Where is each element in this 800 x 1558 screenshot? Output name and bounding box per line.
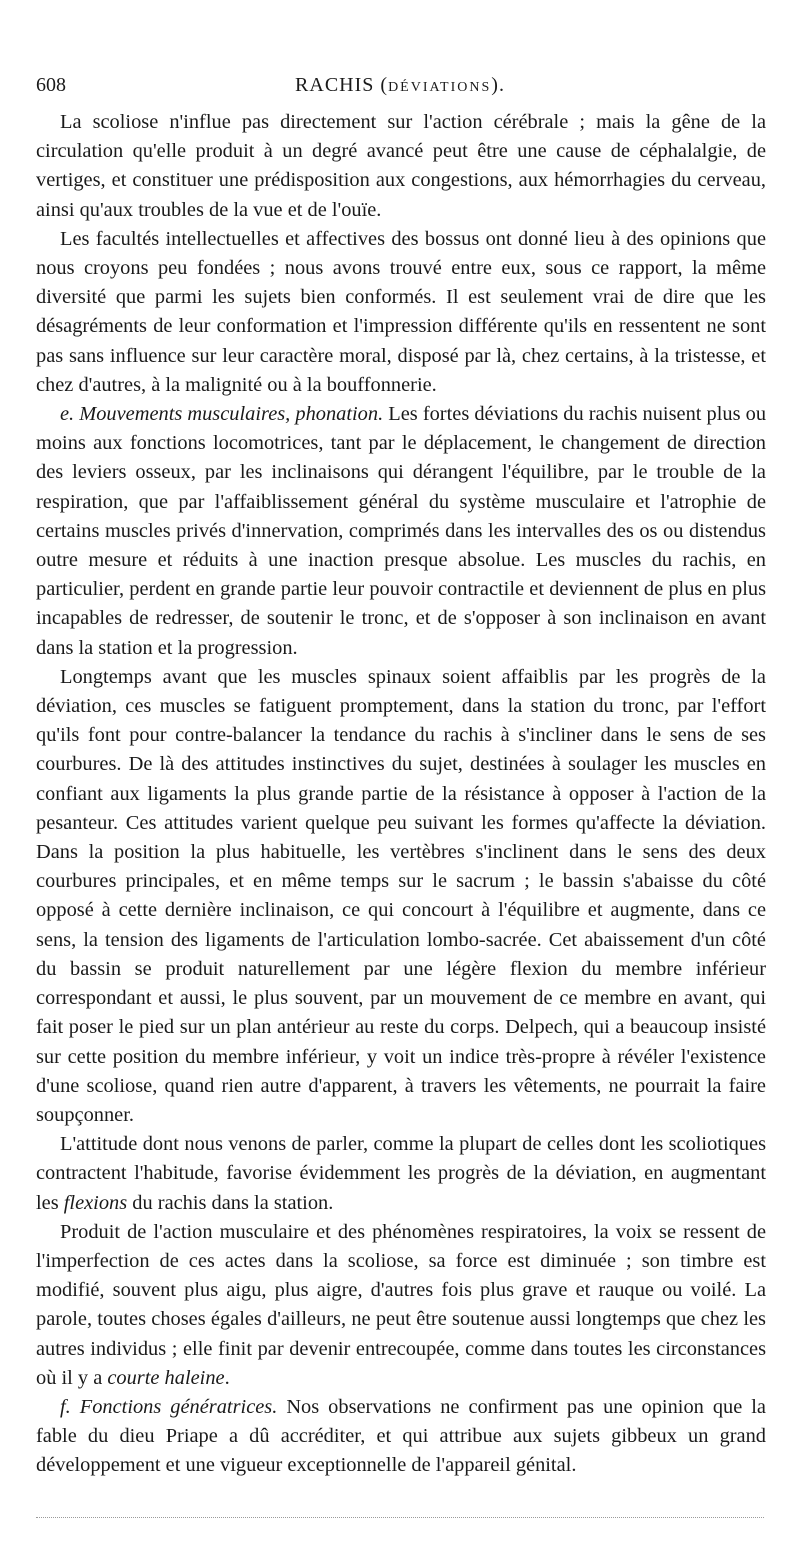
running-title-close: ). <box>491 74 505 96</box>
paragraph-muscular-movements <box>36 400 766 663</box>
page-body <box>36 108 766 1481</box>
paragraph-flexions <box>36 1130 766 1218</box>
page-number: 608 <box>36 74 66 96</box>
paragraph-intellectual: Les facultés intellectuelles et affectives des bossus ont donné lieu à des opinions que nous croyons peu fondées ; nous avons trouvé entre eux, sous ce rapport, la même diversité que parmi les sujets bien conformés. Il est seulement vrai de dire que les désagréments de leur conformation et l'impression différente qu'ils en ressentent ne sont pas sans influence sur leur caractère moral, disposé par là, chez certains, à la tristesse, et chez d'autres, à la malignité ou à la bouffonnerie. <box>36 227 766 396</box>
paragraph-text: Produit de l'action musculaire et des phénomènes respiratoires, la voix se ressent de l'imperfection de ces actes dans la scoliose, sa force est diminuée ; son timbre est modifié, souvent plus aigu, plus aigre, d'autres fois plus grave et rauque ou voilé. La parole, toutes choses égales d'ailleurs, ne peut être soutenue aussi longtemps que chez les autres individus ; elle finit par devenir entrecoupée, comme dans toutes les circonstances où il y a <box>36 1220 766 1389</box>
section-heading-e: e. Mouvements musculaires, phonation. <box>60 403 384 426</box>
paragraph-text: Nos observations ne confirment pas une opinion que la fable du dieu Priape a dû accréditer, et qui attribue aux sujets gibbeux un grand développement et une vigueur exceptionnelle de l'appareil génital. <box>36 1395 766 1477</box>
paragraph-voice <box>36 1218 766 1393</box>
paragraph-cerebral: La scoliose n'influe pas directement sur l'action cérébrale ; mais la gêne de la circulation qu'elle produit à un degré avancé peut être une cause de céphalalgie, de vertiges, et constituer une prédisposition aux congestions, aux hémorrhagies du cerveau, ainsi qu'aux troubles de la vue et de l'ouïe. <box>36 111 766 221</box>
running-header <box>36 70 764 102</box>
paragraph-text: . <box>224 1366 230 1389</box>
paragraph-text: du rachis dans la station. <box>127 1191 334 1214</box>
paragraph-generative-functions <box>36 1393 766 1481</box>
emphasis-courte-haleine: courte haleine <box>107 1366 225 1389</box>
emphasis-flexions: flexions <box>63 1191 128 1214</box>
footer-dotted-rule <box>36 1517 764 1518</box>
paragraph-attitudes: Longtemps avant que les muscles spinaux soient affaiblis par les progrès de la déviation, ces muscles se fatiguent promptement, dans la station du tronc, par l'effort qu'ils font pour contre-balancer la tendance du rachis à s'incliner dans le sens de ses courbures. De là des attitudes instinctives du sujet, destinées à soulager les muscles en confiant aux ligaments la plus grande partie de la résistance à opposer à l'action de la pesanteur. Ces attitudes varient quelque peu suivant les formes qu'affecte la déviation. Dans la position la plus habituelle, les vertèbres s'inclinent dans le sens des deux courbures principales, et en même temps sur le sacrum ; le bassin s'abaisse du côté opposé à cette dernière inclinaison, ce qui concourt à l'équilibre et augmente, dans ce sens, la tension des ligaments de l'articulation lombo-sacrée. Cet abaissement d'un côté du bassin se produit naturellement par une légère flexion du membre inférieur correspondant et aussi, le plus souvent, par un mouvement de ce membre en avant, qui fait poser le pied sur un plan antérieur au reste du corps. Delpech, qui a beaucoup insisté sur cette position du membre inférieur, y voit un indice très-propre à révéler l'existence d'une scoliose, quand rien autre d'apparent, à travers les vêtements, ne pourrait la faire soupçonner. <box>36 665 766 1126</box>
running-title <box>36 70 764 103</box>
running-title-main: RACHIS ( <box>295 74 389 96</box>
paragraph-text: L'attitude dont nous venons de parler, comme la plupart de celles dont les scoliotiques contractent l'habitude, favorise évidemment les progrès de la déviation, en augmentant les <box>36 1133 766 1214</box>
paragraph-text: Les fortes déviations du rachis nuisent plus ou moins aux fonctions locomotrices, tant par le déplacement, le changement de direction des leviers osseux, par les inclinaisons qui dérangent l'équilibre, par le trouble de la respiration, que par l'affaiblissement général du système musculaire et l'atrophie de certains muscles privés d'innervation, comprimés dans les intervalles des os ou distendus outre mesure et réduits à une inaction presque absolue. Les muscles du rachis, en particulier, perdent en grande partie leur pouvoir contractile et deviennent de plus en plus incapables de redresser, de soutenir le tronc, et de s'opposer à son inclinaison en avant dans la station et la progression. <box>36 403 767 659</box>
running-title-smallcaps: DÉVIATIONS <box>388 80 492 95</box>
section-heading-f: f. Fonctions génératrices. <box>60 1395 278 1418</box>
